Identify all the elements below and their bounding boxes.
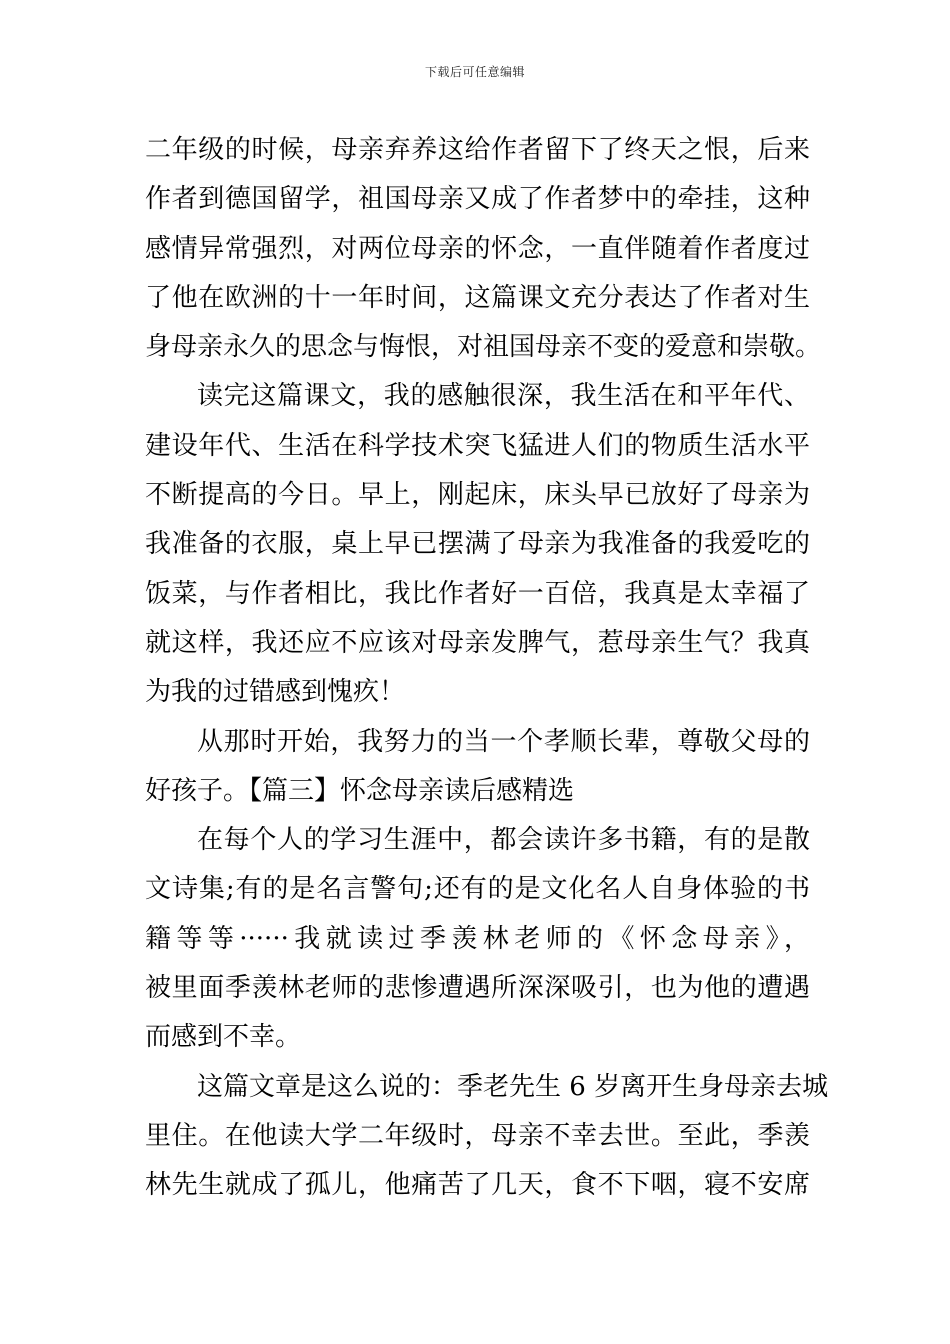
- paragraph-first-line: 从那时开始，我努力的当一个孝顺长辈，尊敬父母的: [197, 726, 810, 757]
- text-line: 籍等等······我就读过季羡林老师的《怀念母亲》，: [145, 923, 810, 954]
- text-line: 被里面季羡林老师的悲惨遭遇所深深吸引，也为他的遭遇: [145, 973, 810, 1004]
- text-line: 二年级的时候，母亲弃养这给作者留下了终天之恨，后来: [145, 135, 810, 165]
- text-line: 林先生就成了孤儿，他痛苦了几天，食不下咽，寝不安席: [145, 1170, 810, 1201]
- text-line: 文诗集;有的是名言警句;还有的是文化名人自身体验的书: [145, 874, 810, 905]
- page-header: 下载后可任意编辑: [424, 65, 525, 79]
- text-line: 饭菜，与作者相比，我比作者好一百倍，我真是太幸福了: [145, 578, 810, 609]
- text-line: 好孩子。【篇三】怀念母亲读后感精选: [145, 775, 575, 806]
- paragraph-first-line: 在每个人的学习生涯中，都会读许多书籍，有的是散: [197, 825, 810, 856]
- text-line: 我准备的衣服，桌上早已摆满了母亲为我准备的我爱吃的: [145, 529, 810, 560]
- body-text: [145, 126, 829, 1211]
- text-line: 而感到不幸。: [145, 1022, 302, 1053]
- text-line: 了他在欧洲的十一年时间，这篇课文充分表达了作者对生: [145, 282, 810, 313]
- text-line: 作者到德国留学，祖国母亲又成了作者梦中的牵挂，这种: [145, 184, 810, 215]
- text-line: 不断提高的今日。早上，刚起床，床头早已放好了母亲为: [145, 480, 810, 511]
- text-line: 里住。在他读大学二年级时，母亲不幸去世。至此，季羡: [145, 1120, 810, 1151]
- text-line: 为我的过错感到愧疚！: [145, 677, 406, 708]
- paragraph-first-line: 读完这篇课文，我的感触很深，我生活在和平年代、: [197, 381, 810, 412]
- paragraph-first-line: 这篇文章是这么说的：季老先生 6 岁离开生身母亲去城: [197, 1071, 829, 1102]
- text-line: 身母亲永久的思念与悔恨，对祖国母亲不变的爱意和崇敬。: [145, 332, 822, 363]
- text-line: 感情异常强烈，对两位母亲的怀念，一直伴随着作者度过: [145, 233, 810, 264]
- text-line: 建设年代、生活在科学技术突飞猛进人们的物质生活水平: [145, 430, 810, 461]
- text-line: 就这样，我还应不应该对母亲发脾气，惹母亲生气？我真: [145, 627, 810, 658]
